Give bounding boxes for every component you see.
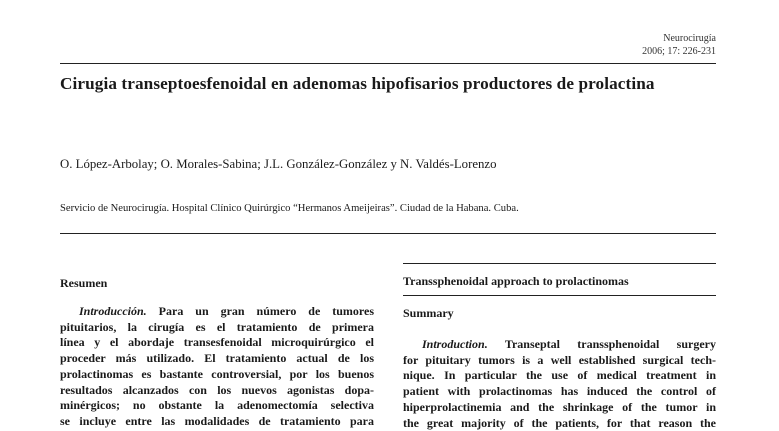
english-bottom-rule <box>403 295 716 296</box>
resumen-line: proceder más utilizado. El tratamiento actual de los <box>60 351 374 366</box>
resumen-line: pituitarios, la cirugía es el tratamiento de primera <box>60 319 374 334</box>
resumen-heading: Resumen <box>60 276 108 290</box>
english-title-heading: Transsphenoidal approach to prolactinomas <box>403 274 629 288</box>
summary-heading: Summary <box>403 306 454 320</box>
summary-lead: Introduction. <box>422 337 488 351</box>
resumen-line: se incluye entre las modalidades de tratamiento para <box>60 413 374 428</box>
section-rule <box>60 233 716 234</box>
article-title: Cirugia transeptoesfenoidal en adenomas hipofisarios productores de prolactina <box>60 74 655 93</box>
header-rule <box>60 63 716 64</box>
summary-line: hiperprolactinemia and the shrinkage of the tumor in <box>403 399 716 414</box>
summary-line: for pituitary tumors is a well established surgical tech- <box>403 352 716 367</box>
journal-name: Neurocirugía <box>663 33 716 44</box>
summary-line: the great majority of the patients, for that reason the <box>403 415 716 430</box>
article-affiliation: Servicio de Neurocirugía. Hospital Clínico Quirúrgico “Hermanos Ameijeiras”. Ciudad de la Habana. Cuba. <box>60 203 519 214</box>
summary-text: Transeptal transsphenoidal surgery <box>504 337 716 351</box>
journal-citation: 2006; 17: 226-231 <box>642 46 716 57</box>
resumen-line: línea y el abordaje transesfenoidal microquirúrgico el <box>60 335 374 350</box>
summary-line <box>403 337 716 353</box>
summary-body <box>403 337 716 431</box>
resumen-line: minérgicos; no obstante la adenomectomía selectiva <box>60 398 374 413</box>
resumen-line: resultados alcanzados con los nuevos agonistas dopa- <box>60 382 374 397</box>
summary-line: patient with prolactinomas has induced the control of <box>403 384 716 399</box>
summary-line: nique. In particular the use of medical treatment in <box>403 368 716 383</box>
resumen-lead: Introducción. <box>79 304 147 318</box>
resumen-line <box>60 304 374 320</box>
resumen-text: Para un gran número de tumores <box>158 304 375 318</box>
resumen-line: prolactinomas es bastante controversial, por los buenos <box>60 366 374 381</box>
english-top-rule <box>403 263 716 264</box>
article-authors: O. López-Arbolay; O. Morales-Sabina; J.L. González-González y N. Valdés-Lorenzo <box>60 157 497 171</box>
resumen-body <box>60 304 374 430</box>
